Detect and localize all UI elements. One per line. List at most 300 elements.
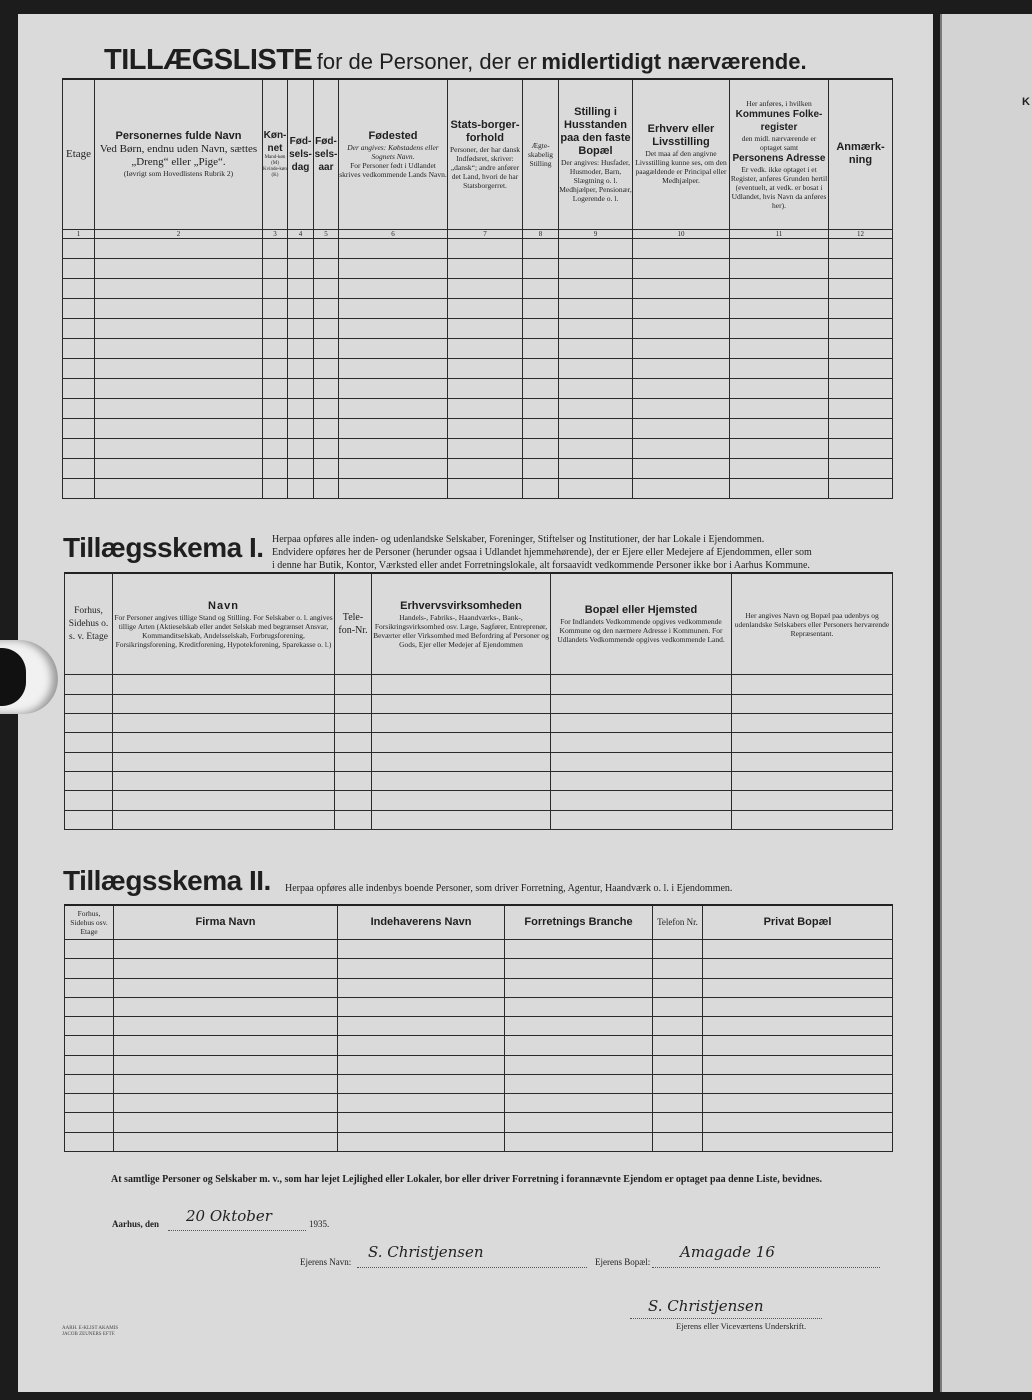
table-cell[interactable] xyxy=(63,478,95,498)
col-number: 11 xyxy=(730,229,829,238)
table-cell[interactable] xyxy=(288,478,314,498)
table-cell[interactable] xyxy=(65,675,113,694)
table-cell[interactable] xyxy=(448,458,523,478)
table-cell[interactable] xyxy=(829,318,893,338)
table-cell[interactable] xyxy=(263,418,288,438)
table-cell[interactable] xyxy=(113,694,335,713)
table-cell[interactable] xyxy=(653,1132,703,1151)
table-cell[interactable] xyxy=(523,238,559,258)
table-cell[interactable] xyxy=(829,478,893,498)
table-cell[interactable] xyxy=(505,1074,653,1093)
table-cell[interactable] xyxy=(523,398,559,418)
table-cell[interactable] xyxy=(335,694,372,713)
table-cell[interactable] xyxy=(523,318,559,338)
table-cell[interactable] xyxy=(335,810,372,829)
table-cell[interactable] xyxy=(95,298,263,318)
table-cell[interactable] xyxy=(703,1017,893,1036)
table-cell[interactable] xyxy=(339,278,448,298)
title-emphasis: midlertidigt nærværende. xyxy=(541,49,807,74)
table-cell[interactable] xyxy=(65,997,114,1016)
table-cell[interactable] xyxy=(263,458,288,478)
table-cell[interactable] xyxy=(263,298,288,318)
table-cell[interactable] xyxy=(559,418,633,438)
table-cell[interactable] xyxy=(63,458,95,478)
table-cell[interactable] xyxy=(730,278,829,298)
table-row xyxy=(63,338,893,358)
table-cell[interactable] xyxy=(335,791,372,810)
table-cell[interactable] xyxy=(288,258,314,278)
table-cell[interactable] xyxy=(263,338,288,358)
table-cell[interactable] xyxy=(829,378,893,398)
table-cell[interactable] xyxy=(65,1055,114,1074)
table-cell[interactable] xyxy=(653,939,703,958)
table-cell[interactable] xyxy=(95,378,263,398)
table-cell[interactable] xyxy=(372,694,551,713)
table-cell[interactable] xyxy=(372,752,551,771)
main-table xyxy=(62,78,893,499)
table-cell[interactable] xyxy=(339,318,448,338)
table-cell[interactable] xyxy=(448,318,523,338)
table-cell[interactable] xyxy=(730,418,829,438)
table-cell[interactable] xyxy=(288,238,314,258)
table-cell[interactable] xyxy=(523,418,559,438)
table-cell[interactable] xyxy=(829,398,893,418)
table-cell[interactable] xyxy=(63,258,95,278)
table-cell[interactable] xyxy=(653,1113,703,1132)
table-cell[interactable] xyxy=(263,258,288,278)
table-cell[interactable] xyxy=(829,298,893,318)
table-cell[interactable] xyxy=(703,1074,893,1093)
skema1-col-business: Erhvervsvirksomheden Handels-, Fabriks-, Haandværks-, Bank-, Forsikringsvirksomhed osv. Læge, Sagfører, Entreprenør, Beværter eller Virksomhed med Befordring af Personer og Gods, Ejer eller Medejer af Ejendommen xyxy=(372,573,551,675)
table-cell[interactable] xyxy=(288,358,314,378)
table-cell[interactable] xyxy=(372,675,551,694)
table-cell[interactable] xyxy=(505,959,653,978)
table-cell[interactable] xyxy=(63,278,95,298)
table-cell[interactable] xyxy=(114,978,338,997)
table-row xyxy=(65,1036,893,1055)
table-cell[interactable] xyxy=(523,258,559,278)
table-cell[interactable] xyxy=(448,478,523,498)
table-cell[interactable] xyxy=(829,418,893,438)
owner-address-line xyxy=(652,1267,880,1268)
table-cell[interactable] xyxy=(263,478,288,498)
table-cell[interactable] xyxy=(732,675,893,694)
table-cell[interactable] xyxy=(338,1132,505,1151)
table-cell[interactable] xyxy=(372,771,551,790)
table-cell[interactable] xyxy=(505,939,653,958)
table-cell[interactable] xyxy=(63,318,95,338)
skema2-col-phone: Telefon Nr. xyxy=(653,905,703,939)
table-cell[interactable] xyxy=(113,733,335,752)
table-cell[interactable] xyxy=(829,458,893,478)
table-cell[interactable] xyxy=(551,733,732,752)
table-cell[interactable] xyxy=(730,398,829,418)
table-cell[interactable] xyxy=(113,752,335,771)
table-cell[interactable] xyxy=(63,378,95,398)
table-cell[interactable] xyxy=(263,318,288,338)
table-cell[interactable] xyxy=(703,959,893,978)
table-cell[interactable] xyxy=(339,378,448,398)
table-cell[interactable] xyxy=(314,378,339,398)
table-cell[interactable] xyxy=(335,752,372,771)
table-cell[interactable] xyxy=(95,338,263,358)
table-cell[interactable] xyxy=(633,338,730,358)
table-cell[interactable] xyxy=(114,939,338,958)
table-cell[interactable] xyxy=(288,438,314,458)
table-cell[interactable] xyxy=(551,771,732,790)
table-cell[interactable] xyxy=(338,1074,505,1093)
table-cell[interactable] xyxy=(314,478,339,498)
table-cell[interactable] xyxy=(338,959,505,978)
table-cell[interactable] xyxy=(65,752,113,771)
table-cell[interactable] xyxy=(448,398,523,418)
col-number: 5 xyxy=(314,229,339,238)
table-cell[interactable] xyxy=(551,810,732,829)
table-cell[interactable] xyxy=(448,358,523,378)
table-cell[interactable] xyxy=(730,438,829,458)
table-cell[interactable] xyxy=(633,478,730,498)
table-cell[interactable] xyxy=(372,713,551,732)
table-cell[interactable] xyxy=(559,318,633,338)
table-cell[interactable] xyxy=(65,939,114,958)
skema1-col-name: Navn For Personer angives tillige Stand og Stilling. For Selskaber o. l. angives tillige Arten (Aktieselskab eller andet Selskab med begrænset Ansvar, Kommanditselskab, Andelsselskab, Forbrugsforening, Forsikringsforening, Kreditforening, Hypotekforening, Sparekasse o. l.) xyxy=(113,573,335,675)
table-cell[interactable] xyxy=(338,1094,505,1113)
table-cell[interactable] xyxy=(448,338,523,358)
table-cell[interactable] xyxy=(114,1036,338,1055)
table-cell[interactable] xyxy=(559,298,633,318)
table-row xyxy=(63,278,893,298)
table-cell[interactable] xyxy=(314,238,339,258)
table-cell[interactable] xyxy=(633,398,730,418)
col-remarks: Anmærk-ning xyxy=(829,79,893,229)
table-cell[interactable] xyxy=(263,238,288,258)
table-cell[interactable] xyxy=(829,438,893,458)
table-cell[interactable] xyxy=(338,978,505,997)
table-cell[interactable] xyxy=(288,278,314,298)
table-cell[interactable] xyxy=(505,978,653,997)
table-cell[interactable] xyxy=(65,810,113,829)
skema2-col-address: Privat Bopæl xyxy=(703,905,893,939)
table-cell[interactable] xyxy=(339,358,448,378)
table-row xyxy=(65,1094,893,1113)
table-row xyxy=(65,959,893,978)
table-cell[interactable] xyxy=(829,278,893,298)
table-cell[interactable] xyxy=(551,752,732,771)
col-number: 8 xyxy=(523,229,559,238)
table-cell[interactable] xyxy=(523,358,559,378)
table-cell[interactable] xyxy=(551,675,732,694)
table-cell[interactable] xyxy=(314,358,339,378)
table-cell[interactable] xyxy=(335,713,372,732)
table-cell[interactable] xyxy=(114,1055,338,1074)
table-cell[interactable] xyxy=(113,791,335,810)
table-cell[interactable] xyxy=(288,418,314,438)
table-cell[interactable] xyxy=(113,675,335,694)
table-cell[interactable] xyxy=(95,458,263,478)
table-cell[interactable] xyxy=(703,939,893,958)
table-cell[interactable] xyxy=(559,398,633,418)
table-cell[interactable] xyxy=(730,378,829,398)
table-cell[interactable] xyxy=(65,1113,114,1132)
table-cell[interactable] xyxy=(505,1017,653,1036)
table-cell[interactable] xyxy=(730,358,829,378)
table-cell[interactable] xyxy=(732,733,893,752)
table-cell[interactable] xyxy=(523,478,559,498)
table-cell[interactable] xyxy=(559,458,633,478)
table-cell[interactable] xyxy=(448,298,523,318)
table-cell[interactable] xyxy=(288,378,314,398)
table-cell[interactable] xyxy=(114,1113,338,1132)
table-cell[interactable] xyxy=(653,1055,703,1074)
table-cell[interactable] xyxy=(732,713,893,732)
table-cell[interactable] xyxy=(730,258,829,278)
table-cell[interactable] xyxy=(732,810,893,829)
table-cell[interactable] xyxy=(505,1113,653,1132)
table-cell[interactable] xyxy=(63,338,95,358)
table-cell[interactable] xyxy=(288,338,314,358)
table-cell[interactable] xyxy=(523,438,559,458)
table-cell[interactable] xyxy=(95,278,263,298)
table-cell[interactable] xyxy=(65,1094,114,1113)
table-cell[interactable] xyxy=(730,238,829,258)
table-cell[interactable] xyxy=(314,338,339,358)
table-cell[interactable] xyxy=(653,1017,703,1036)
table-cell[interactable] xyxy=(114,1094,338,1113)
table-cell[interactable] xyxy=(113,810,335,829)
skema1-table xyxy=(64,572,893,830)
table-cell[interactable] xyxy=(703,978,893,997)
table-cell[interactable] xyxy=(314,318,339,338)
table-row xyxy=(65,733,893,752)
table-cell[interactable] xyxy=(338,1055,505,1074)
table-cell[interactable] xyxy=(448,378,523,398)
table-cell[interactable] xyxy=(263,378,288,398)
table-cell[interactable] xyxy=(63,398,95,418)
table-cell[interactable] xyxy=(559,338,633,358)
table-cell[interactable] xyxy=(339,458,448,478)
table-cell[interactable] xyxy=(703,997,893,1016)
table-cell[interactable] xyxy=(113,713,335,732)
table-cell[interactable] xyxy=(505,1132,653,1151)
table-cell[interactable] xyxy=(263,278,288,298)
table-cell[interactable] xyxy=(829,338,893,358)
table-cell[interactable] xyxy=(65,1074,114,1093)
table-cell[interactable] xyxy=(703,1055,893,1074)
table-cell[interactable] xyxy=(448,238,523,258)
table-cell[interactable] xyxy=(65,959,114,978)
table-cell[interactable] xyxy=(63,238,95,258)
table-cell[interactable] xyxy=(314,438,339,458)
table-cell[interactable] xyxy=(633,278,730,298)
table-cell[interactable] xyxy=(63,438,95,458)
table-cell[interactable] xyxy=(263,438,288,458)
table-cell[interactable] xyxy=(523,298,559,318)
table-cell[interactable] xyxy=(730,298,829,318)
table-cell[interactable] xyxy=(314,278,339,298)
table-cell[interactable] xyxy=(339,478,448,498)
table-cell[interactable] xyxy=(633,438,730,458)
table-cell[interactable] xyxy=(653,997,703,1016)
table-cell[interactable] xyxy=(633,418,730,438)
table-cell[interactable] xyxy=(505,1094,653,1113)
table-cell[interactable] xyxy=(335,733,372,752)
table-cell[interactable] xyxy=(314,398,339,418)
table-cell[interactable] xyxy=(314,418,339,438)
table-cell[interactable] xyxy=(95,438,263,458)
table-cell[interactable] xyxy=(95,478,263,498)
table-cell[interactable] xyxy=(523,458,559,478)
table-cell[interactable] xyxy=(114,997,338,1016)
table-cell[interactable] xyxy=(372,810,551,829)
table-cell[interactable] xyxy=(95,318,263,338)
table-cell[interactable] xyxy=(65,1036,114,1055)
table-cell[interactable] xyxy=(551,791,732,810)
table-cell[interactable] xyxy=(633,458,730,478)
table-cell[interactable] xyxy=(653,959,703,978)
skema2-header-row xyxy=(65,905,893,939)
table-cell[interactable] xyxy=(335,675,372,694)
table-cell[interactable] xyxy=(505,1055,653,1074)
col-sex: Køn-net Mand-køn (M) Kvinde-køn (K) xyxy=(263,79,288,229)
skema1-col-etage: Forhus, Sidehus o. s. v. Etage xyxy=(65,573,113,675)
table-cell[interactable] xyxy=(448,258,523,278)
table-cell[interactable] xyxy=(703,1036,893,1055)
table-cell[interactable] xyxy=(65,1017,114,1036)
table-row xyxy=(63,398,893,418)
table-row xyxy=(65,1055,893,1074)
skema2-title: Tillægsskema II. xyxy=(63,865,271,896)
table-cell[interactable] xyxy=(730,478,829,498)
table-cell[interactable] xyxy=(505,1036,653,1055)
table-cell[interactable] xyxy=(633,298,730,318)
table-row xyxy=(65,1132,893,1151)
table-cell[interactable] xyxy=(523,338,559,358)
table-cell[interactable] xyxy=(448,278,523,298)
table-cell[interactable] xyxy=(730,338,829,358)
table-cell[interactable] xyxy=(732,791,893,810)
table-cell[interactable] xyxy=(523,278,559,298)
table-cell[interactable] xyxy=(63,358,95,378)
table-row xyxy=(65,939,893,958)
table-cell[interactable] xyxy=(551,694,732,713)
table-cell[interactable] xyxy=(114,1017,338,1036)
table-cell[interactable] xyxy=(505,997,653,1016)
table-cell[interactable] xyxy=(288,398,314,418)
table-cell[interactable] xyxy=(338,997,505,1016)
table-cell[interactable] xyxy=(338,1036,505,1055)
table-cell[interactable] xyxy=(551,713,732,732)
table-cell[interactable] xyxy=(339,398,448,418)
table-cell[interactable] xyxy=(372,733,551,752)
table-cell[interactable] xyxy=(114,1132,338,1151)
table-cell[interactable] xyxy=(65,791,113,810)
table-cell[interactable] xyxy=(372,791,551,810)
table-cell[interactable] xyxy=(314,298,339,318)
table-cell[interactable] xyxy=(559,278,633,298)
table-cell[interactable] xyxy=(523,378,559,398)
table-cell[interactable] xyxy=(65,733,113,752)
skema2-body xyxy=(65,939,893,1151)
table-cell[interactable] xyxy=(559,238,633,258)
table-cell[interactable] xyxy=(559,258,633,278)
table-cell[interactable] xyxy=(339,238,448,258)
table-cell[interactable] xyxy=(339,298,448,318)
table-cell[interactable] xyxy=(339,438,448,458)
table-cell[interactable] xyxy=(65,1132,114,1151)
table-cell[interactable] xyxy=(339,258,448,278)
table-cell[interactable] xyxy=(829,358,893,378)
table-cell[interactable] xyxy=(732,771,893,790)
table-cell[interactable] xyxy=(559,438,633,458)
table-cell[interactable] xyxy=(263,358,288,378)
table-cell[interactable] xyxy=(703,1113,893,1132)
table-cell[interactable] xyxy=(653,1036,703,1055)
table-cell[interactable] xyxy=(559,378,633,398)
table-cell[interactable] xyxy=(448,418,523,438)
table-cell[interactable] xyxy=(63,418,95,438)
table-cell[interactable] xyxy=(829,258,893,278)
table-cell[interactable] xyxy=(653,1094,703,1113)
main-table-body xyxy=(63,238,893,498)
table-cell[interactable] xyxy=(65,771,113,790)
table-cell[interactable] xyxy=(314,458,339,478)
table-cell[interactable] xyxy=(653,1074,703,1093)
table-cell[interactable] xyxy=(338,1017,505,1036)
table-cell[interactable] xyxy=(65,694,113,713)
table-cell[interactable] xyxy=(65,713,113,732)
table-cell[interactable] xyxy=(829,238,893,258)
table-cell[interactable] xyxy=(730,458,829,478)
table-cell[interactable] xyxy=(95,398,263,418)
table-cell[interactable] xyxy=(559,478,633,498)
table-cell[interactable] xyxy=(95,358,263,378)
table-cell[interactable] xyxy=(633,358,730,378)
table-cell[interactable] xyxy=(339,338,448,358)
table-cell[interactable] xyxy=(288,458,314,478)
table-cell[interactable] xyxy=(730,318,829,338)
table-cell[interactable] xyxy=(732,752,893,771)
table-cell[interactable] xyxy=(63,298,95,318)
table-cell[interactable] xyxy=(114,959,338,978)
table-cell[interactable] xyxy=(113,771,335,790)
table-cell[interactable] xyxy=(95,238,263,258)
table-cell[interactable] xyxy=(114,1074,338,1093)
table-cell[interactable] xyxy=(653,978,703,997)
table-cell[interactable] xyxy=(288,298,314,318)
table-cell[interactable] xyxy=(732,694,893,713)
table-cell[interactable] xyxy=(95,258,263,278)
table-cell[interactable] xyxy=(65,978,114,997)
table-cell[interactable] xyxy=(314,258,339,278)
table-cell[interactable] xyxy=(338,1113,505,1132)
table-cell[interactable] xyxy=(703,1094,893,1113)
table-cell[interactable] xyxy=(95,418,263,438)
table-cell[interactable] xyxy=(288,318,314,338)
table-cell[interactable] xyxy=(633,258,730,278)
table-cell[interactable] xyxy=(448,438,523,458)
table-cell[interactable] xyxy=(703,1132,893,1151)
table-cell[interactable] xyxy=(633,318,730,338)
table-cell[interactable] xyxy=(633,378,730,398)
table-cell[interactable] xyxy=(335,771,372,790)
year: 1935. xyxy=(309,1219,330,1229)
table-cell[interactable] xyxy=(339,418,448,438)
table-cell[interactable] xyxy=(338,939,505,958)
signature-line xyxy=(630,1318,822,1319)
table-cell[interactable] xyxy=(263,398,288,418)
table-cell[interactable] xyxy=(633,238,730,258)
table-cell[interactable] xyxy=(559,358,633,378)
